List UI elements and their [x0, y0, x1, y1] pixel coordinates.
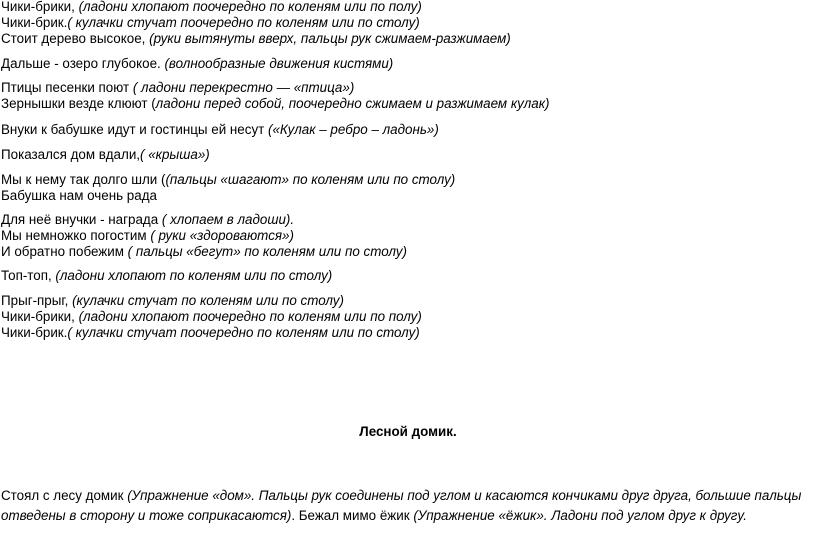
- line-text: Зернышки везде клюют (: [1, 96, 156, 111]
- line-instruction: (ладони хлопают поочередно по коленям или по полу): [78, 0, 422, 14]
- line-text: Чики-брик.: [1, 325, 68, 340]
- line-instruction: (пальцы «шагают» по коленям или по столу): [165, 172, 456, 187]
- text-line: [1, 122, 439, 138]
- text-line: [1, 147, 210, 163]
- line-text: Бабушка нам очень рада: [1, 188, 157, 203]
- line-instruction: (руки вытянуты вверх, пальцы рук сжимаем-разжимаем): [149, 31, 511, 46]
- line-text: Птицы песенки поют: [1, 80, 133, 95]
- text-line: [1, 31, 511, 47]
- line-text: Чики-брик.: [1, 15, 68, 30]
- line-text: Дальше - озеро глубокое.: [1, 56, 165, 71]
- text-line: [1, 0, 422, 15]
- text-line: [1, 268, 332, 284]
- line-instruction: ( пальцы «бегут» по коленям или по столу): [127, 244, 407, 259]
- paragraph-text: Стоял с лесу домик: [1, 488, 128, 503]
- text-line: [1, 325, 420, 341]
- text-line: [1, 15, 420, 31]
- line-text: Мы к нему так долго шли (: [1, 172, 166, 187]
- line-instruction: ладони перед собой, поочередно сжимаем и разжимаем кулак): [155, 96, 550, 111]
- line-instruction: ( ладони перекрестно — «птица»): [132, 80, 355, 95]
- line-text: Прыг-прыг,: [1, 293, 73, 308]
- paragraph-instruction: (Упражнение «ёжик». Ладони под углом друг к другу.: [413, 507, 747, 523]
- section-title: Лесной домик.: [359, 424, 457, 439]
- text-line: [1, 188, 157, 204]
- line-instruction: (кулачки стучат по коленям или по столу): [72, 293, 344, 308]
- paragraph-text: . Бежал мимо ёжик: [291, 507, 414, 523]
- text-line: [1, 80, 354, 96]
- text-line: [1, 244, 407, 260]
- line-instruction: ( кулачки стучат поочередно по коленям или по столу): [67, 15, 420, 30]
- line-text: И обратно побежим: [1, 244, 128, 259]
- paragraph-instruction: (Упражнение «дом». Пальцы рук соединены под углом и касаются кончиками друг друга, большие пальцы отведены в сторону и тоже соприкасаются): [1, 488, 802, 523]
- line-text: Топ-топ,: [1, 268, 56, 283]
- line-instruction: (ладони хлопают по коленям или по столу): [55, 268, 333, 283]
- text-line: [1, 309, 422, 325]
- line-text: Чики-брики,: [1, 0, 79, 14]
- line-instruction: ( хлопаем в ладоши).: [161, 212, 295, 227]
- line-text: Стоит дерево высокое,: [1, 31, 150, 46]
- line-instruction: (волнообразные движения кистями): [164, 56, 394, 71]
- text-line: [1, 212, 294, 228]
- line-instruction: ( руки «здороваются»): [150, 228, 294, 243]
- line-instruction: ( «крыша»): [140, 147, 210, 162]
- line-instruction: ( кулачки стучат поочередно по коленям или по столу): [67, 325, 420, 340]
- text-line: [1, 228, 294, 244]
- line-text: Внуки к бабушке идут и гостинцы ей несут: [1, 122, 268, 137]
- line-text: Мы немножко погостим: [1, 228, 151, 243]
- line-text: Для неё внучки - награда: [1, 212, 162, 227]
- text-line: [1, 293, 344, 309]
- line-text: Показался дом вдали,: [1, 147, 141, 162]
- exercise-paragraph: [1, 486, 813, 525]
- text-line: [1, 96, 549, 112]
- line-instruction: (ладони хлопают поочередно по коленям или по полу): [78, 309, 422, 324]
- line-instruction: («Кулак – ребро – ладонь»): [268, 122, 439, 137]
- text-line: [1, 172, 455, 188]
- text-line: [1, 56, 393, 72]
- line-text: Чики-брики,: [1, 309, 79, 324]
